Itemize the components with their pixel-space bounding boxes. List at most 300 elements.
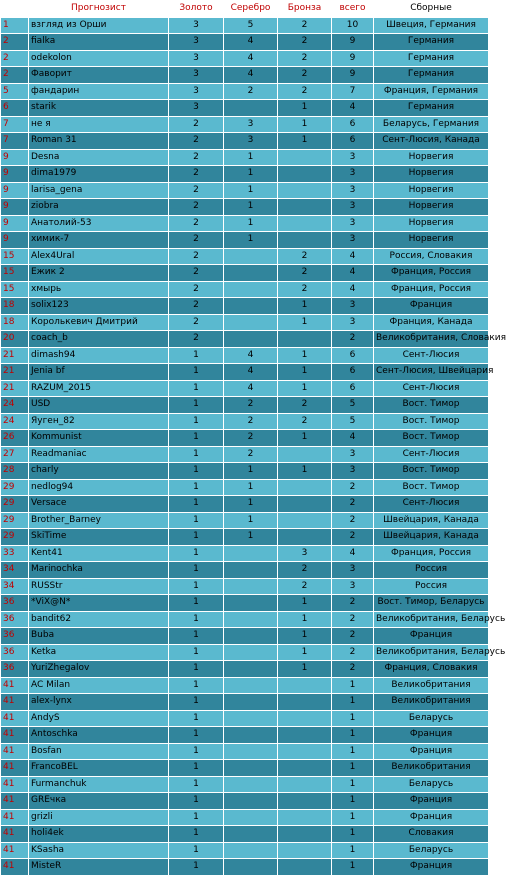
cell-silver: 1 xyxy=(224,463,278,480)
cell-bronze: 2 xyxy=(278,248,332,265)
cell-gold: 1 xyxy=(169,347,224,364)
cell-countries: Франция xyxy=(374,793,489,810)
table-row xyxy=(1,364,489,381)
cell-countries: Великобритания xyxy=(374,677,489,694)
cell-place: 36 xyxy=(1,628,29,645)
cell-countries: Россия xyxy=(374,562,489,579)
cell-total: 4 xyxy=(332,265,374,282)
cell-place: 21 xyxy=(1,364,29,381)
cell-gold: 1 xyxy=(169,793,224,810)
cell-place: 29 xyxy=(1,479,29,496)
cell-place: 34 xyxy=(1,578,29,595)
cell-name: Jenia bf xyxy=(29,364,169,381)
cell-gold: 1 xyxy=(169,628,224,645)
cell-name: dima1979 xyxy=(29,166,169,183)
cell-gold: 2 xyxy=(169,314,224,331)
cell-total: 1 xyxy=(332,677,374,694)
cell-place: 2 xyxy=(1,50,29,67)
cell-total: 6 xyxy=(332,116,374,133)
cell-place: 24 xyxy=(1,413,29,430)
cell-countries: Швеция, Германия xyxy=(374,17,489,34)
cell-countries: Норвегия xyxy=(374,232,489,249)
cell-name: GREчка xyxy=(29,793,169,810)
cell-place: 26 xyxy=(1,430,29,447)
cell-total: 4 xyxy=(332,248,374,265)
cell-bronze: 2 xyxy=(278,34,332,51)
cell-bronze xyxy=(278,496,332,513)
cell-silver xyxy=(224,661,278,678)
cell-name: SkiTime xyxy=(29,529,169,546)
cell-gold: 3 xyxy=(169,83,224,100)
cell-place: 2 xyxy=(1,34,29,51)
cell-place: 21 xyxy=(1,347,29,364)
cell-total: 10 xyxy=(332,17,374,34)
cell-silver: 1 xyxy=(224,232,278,249)
cell-total: 5 xyxy=(332,397,374,414)
cell-name: Furmanchuk xyxy=(29,776,169,793)
cell-gold: 1 xyxy=(169,430,224,447)
cell-silver: 4 xyxy=(224,50,278,67)
cell-gold: 1 xyxy=(169,595,224,612)
cell-name: MisteR xyxy=(29,859,169,876)
cell-bronze: 3 xyxy=(278,545,332,562)
cell-name: YuriZhegalov xyxy=(29,661,169,678)
cell-name: Desna xyxy=(29,149,169,166)
cell-name: Roman 31 xyxy=(29,133,169,150)
cell-total: 7 xyxy=(332,83,374,100)
table-row xyxy=(1,760,489,777)
cell-place: 41 xyxy=(1,760,29,777)
cell-countries: Франция xyxy=(374,743,489,760)
table-row xyxy=(1,842,489,859)
cell-countries: Франция, Россия xyxy=(374,281,489,298)
cell-bronze xyxy=(278,512,332,529)
cell-silver xyxy=(224,760,278,777)
cell-bronze xyxy=(278,149,332,166)
cell-silver: 2 xyxy=(224,413,278,430)
cell-bronze xyxy=(278,446,332,463)
cell-name: Readmaniac xyxy=(29,446,169,463)
cell-place: 41 xyxy=(1,809,29,826)
cell-name: holi4ek xyxy=(29,826,169,843)
header-silver: Серебро xyxy=(224,1,278,18)
cell-total: 2 xyxy=(332,331,374,348)
cell-countries: Великобритания xyxy=(374,760,489,777)
cell-name: charly xyxy=(29,463,169,480)
table-row xyxy=(1,578,489,595)
table-row xyxy=(1,859,489,876)
cell-name: RUSStr xyxy=(29,578,169,595)
table-row xyxy=(1,265,489,282)
table-row xyxy=(1,100,489,117)
cell-bronze: 1 xyxy=(278,100,332,117)
cell-total: 1 xyxy=(332,859,374,876)
cell-bronze: 1 xyxy=(278,347,332,364)
cell-total: 2 xyxy=(332,479,374,496)
cell-name: solix123 xyxy=(29,298,169,315)
cell-total: 6 xyxy=(332,380,374,397)
cell-countries: Франция, Словакия xyxy=(374,661,489,678)
cell-silver xyxy=(224,859,278,876)
cell-place: 36 xyxy=(1,644,29,661)
cell-silver xyxy=(224,595,278,612)
cell-silver xyxy=(224,842,278,859)
table-row xyxy=(1,199,489,216)
table-row xyxy=(1,34,489,51)
cell-name: coach_b xyxy=(29,331,169,348)
table-row xyxy=(1,248,489,265)
cell-bronze xyxy=(278,215,332,232)
cell-countries: Норвегия xyxy=(374,149,489,166)
cell-gold: 1 xyxy=(169,611,224,628)
cell-place: 41 xyxy=(1,727,29,744)
cell-place: 41 xyxy=(1,710,29,727)
cell-bronze xyxy=(278,694,332,711)
cell-place: 15 xyxy=(1,281,29,298)
cell-gold: 1 xyxy=(169,446,224,463)
table-row xyxy=(1,743,489,760)
cell-total: 6 xyxy=(332,133,374,150)
cell-silver xyxy=(224,628,278,645)
cell-silver xyxy=(224,248,278,265)
header-gold: Золото xyxy=(169,1,224,18)
cell-bronze: 1 xyxy=(278,430,332,447)
cell-total: 9 xyxy=(332,67,374,84)
cell-total: 2 xyxy=(332,661,374,678)
cell-total: 1 xyxy=(332,760,374,777)
cell-bronze: 1 xyxy=(278,364,332,381)
cell-total: 2 xyxy=(332,611,374,628)
cell-gold: 1 xyxy=(169,743,224,760)
cell-countries: Сент-Люсия xyxy=(374,446,489,463)
cell-bronze: 2 xyxy=(278,281,332,298)
cell-bronze: 1 xyxy=(278,133,332,150)
cell-name: bandit62 xyxy=(29,611,169,628)
cell-countries: Франция, Россия xyxy=(374,545,489,562)
cell-place: 41 xyxy=(1,793,29,810)
cell-countries: Вост. Тимор xyxy=(374,463,489,480)
cell-total: 3 xyxy=(332,182,374,199)
cell-silver: 1 xyxy=(224,512,278,529)
table-row xyxy=(1,182,489,199)
cell-place: 18 xyxy=(1,314,29,331)
table-row xyxy=(1,694,489,711)
cell-total: 3 xyxy=(332,463,374,480)
cell-countries: Великобритания, Словакия xyxy=(374,331,489,348)
cell-bronze xyxy=(278,793,332,810)
cell-gold: 3 xyxy=(169,17,224,34)
cell-countries: Россия xyxy=(374,578,489,595)
cell-countries: Вост. Тимор xyxy=(374,413,489,430)
cell-bronze xyxy=(278,529,332,546)
cell-countries: Сент-Люсия xyxy=(374,347,489,364)
cell-place: 41 xyxy=(1,776,29,793)
table-row xyxy=(1,331,489,348)
cell-countries: Великобритания, Беларусь xyxy=(374,644,489,661)
cell-silver xyxy=(224,776,278,793)
cell-countries: Норвегия xyxy=(374,182,489,199)
cell-bronze: 1 xyxy=(278,595,332,612)
cell-gold: 1 xyxy=(169,859,224,876)
cell-place: 41 xyxy=(1,826,29,843)
cell-gold: 2 xyxy=(169,199,224,216)
cell-name: grizli xyxy=(29,809,169,826)
cell-silver xyxy=(224,331,278,348)
cell-place: 36 xyxy=(1,611,29,628)
cell-name: *ViX@N* xyxy=(29,595,169,612)
table-row xyxy=(1,611,489,628)
cell-silver: 1 xyxy=(224,215,278,232)
cell-bronze xyxy=(278,826,332,843)
cell-bronze xyxy=(278,743,332,760)
cell-place: 41 xyxy=(1,842,29,859)
cell-name: FrancoBEL xyxy=(29,760,169,777)
cell-name: nedlog94 xyxy=(29,479,169,496)
cell-place: 1 xyxy=(1,17,29,34)
cell-name: Анатолий-53 xyxy=(29,215,169,232)
cell-gold: 1 xyxy=(169,842,224,859)
cell-total: 2 xyxy=(332,628,374,645)
cell-bronze: 2 xyxy=(278,265,332,282)
cell-silver xyxy=(224,578,278,595)
cell-name: larisa_gena xyxy=(29,182,169,199)
cell-place: 24 xyxy=(1,397,29,414)
cell-silver xyxy=(224,710,278,727)
cell-place: 41 xyxy=(1,677,29,694)
cell-silver xyxy=(224,281,278,298)
cell-gold: 2 xyxy=(169,116,224,133)
cell-silver: 1 xyxy=(224,529,278,546)
cell-gold: 3 xyxy=(169,67,224,84)
cell-countries: Вост. Тимор xyxy=(374,430,489,447)
cell-silver xyxy=(224,644,278,661)
cell-gold: 1 xyxy=(169,545,224,562)
table-row xyxy=(1,314,489,331)
cell-place: 21 xyxy=(1,380,29,397)
cell-gold: 1 xyxy=(169,496,224,513)
cell-place: 18 xyxy=(1,298,29,315)
cell-total: 1 xyxy=(332,694,374,711)
cell-name: фандарин xyxy=(29,83,169,100)
cell-gold: 1 xyxy=(169,661,224,678)
cell-bronze: 1 xyxy=(278,611,332,628)
cell-gold: 1 xyxy=(169,380,224,397)
table-row xyxy=(1,512,489,529)
cell-gold: 2 xyxy=(169,298,224,315)
cell-bronze xyxy=(278,199,332,216)
cell-total: 1 xyxy=(332,710,374,727)
cell-countries: Франция xyxy=(374,727,489,744)
cell-name: Яуген_82 xyxy=(29,413,169,430)
cell-name: ziobra xyxy=(29,199,169,216)
table-row xyxy=(1,380,489,397)
cell-silver: 5 xyxy=(224,17,278,34)
cell-place: 9 xyxy=(1,149,29,166)
cell-name: dimash94 xyxy=(29,347,169,364)
cell-place: 15 xyxy=(1,265,29,282)
cell-gold: 2 xyxy=(169,182,224,199)
cell-place: 29 xyxy=(1,512,29,529)
table-row xyxy=(1,710,489,727)
table-row xyxy=(1,215,489,232)
cell-place: 41 xyxy=(1,859,29,876)
cell-total: 3 xyxy=(332,166,374,183)
cell-name: AndyS xyxy=(29,710,169,727)
cell-name: fialka xyxy=(29,34,169,51)
cell-silver: 3 xyxy=(224,133,278,150)
cell-bronze xyxy=(278,760,332,777)
cell-place: 5 xyxy=(1,83,29,100)
cell-total: 3 xyxy=(332,149,374,166)
table-row xyxy=(1,166,489,183)
cell-bronze: 2 xyxy=(278,50,332,67)
cell-silver: 1 xyxy=(224,149,278,166)
table-row xyxy=(1,298,489,315)
cell-silver: 4 xyxy=(224,364,278,381)
cell-place: 6 xyxy=(1,100,29,117)
cell-place: 27 xyxy=(1,446,29,463)
table-row xyxy=(1,232,489,249)
cell-bronze: 1 xyxy=(278,298,332,315)
cell-gold: 2 xyxy=(169,166,224,183)
cell-total: 6 xyxy=(332,364,374,381)
cell-gold: 1 xyxy=(169,463,224,480)
cell-silver: 2 xyxy=(224,446,278,463)
header-countries: Сборные xyxy=(374,1,489,18)
cell-silver: 3 xyxy=(224,116,278,133)
cell-silver: 1 xyxy=(224,182,278,199)
cell-countries: Франция xyxy=(374,809,489,826)
cell-bronze: 1 xyxy=(278,463,332,480)
cell-gold: 2 xyxy=(169,281,224,298)
cell-gold: 1 xyxy=(169,364,224,381)
cell-silver xyxy=(224,809,278,826)
cell-countries: Франция xyxy=(374,859,489,876)
cell-gold: 2 xyxy=(169,265,224,282)
cell-total: 2 xyxy=(332,595,374,612)
cell-total: 9 xyxy=(332,34,374,51)
cell-gold: 1 xyxy=(169,397,224,414)
cell-name: Versace xyxy=(29,496,169,513)
header-row xyxy=(1,1,489,18)
cell-total: 4 xyxy=(332,430,374,447)
cell-bronze: 2 xyxy=(278,578,332,595)
cell-total: 6 xyxy=(332,347,374,364)
cell-gold: 1 xyxy=(169,578,224,595)
cell-silver xyxy=(224,743,278,760)
cell-gold: 2 xyxy=(169,215,224,232)
cell-place: 33 xyxy=(1,545,29,562)
cell-total: 1 xyxy=(332,842,374,859)
cell-total: 2 xyxy=(332,512,374,529)
cell-gold: 1 xyxy=(169,776,224,793)
table-row xyxy=(1,479,489,496)
cell-bronze xyxy=(278,710,332,727)
cell-bronze: 2 xyxy=(278,83,332,100)
cell-name: Buba xyxy=(29,628,169,645)
cell-silver xyxy=(224,100,278,117)
cell-gold: 1 xyxy=(169,694,224,711)
cell-place: 41 xyxy=(1,743,29,760)
cell-countries: Франция xyxy=(374,628,489,645)
cell-gold: 1 xyxy=(169,529,224,546)
cell-silver xyxy=(224,562,278,579)
table-row xyxy=(1,776,489,793)
cell-countries: Германия xyxy=(374,34,489,51)
cell-countries: Словакия xyxy=(374,826,489,843)
table-row xyxy=(1,430,489,447)
cell-countries: Сент-Люсия xyxy=(374,380,489,397)
cell-name: Kent41 xyxy=(29,545,169,562)
cell-bronze: 1 xyxy=(278,314,332,331)
cell-name: Alex4Ural xyxy=(29,248,169,265)
table-row xyxy=(1,529,489,546)
cell-name: химик-7 xyxy=(29,232,169,249)
cell-total: 3 xyxy=(332,562,374,579)
cell-gold: 2 xyxy=(169,248,224,265)
table-row xyxy=(1,83,489,100)
cell-silver xyxy=(224,793,278,810)
cell-countries: Сент-Люсия xyxy=(374,496,489,513)
cell-gold: 1 xyxy=(169,479,224,496)
cell-name: USD xyxy=(29,397,169,414)
cell-total: 1 xyxy=(332,743,374,760)
cell-gold: 3 xyxy=(169,50,224,67)
cell-gold: 3 xyxy=(169,34,224,51)
cell-silver: 2 xyxy=(224,397,278,414)
cell-countries: Норвегия xyxy=(374,215,489,232)
cell-place: 20 xyxy=(1,331,29,348)
cell-countries: Норвегия xyxy=(374,199,489,216)
cell-total: 1 xyxy=(332,727,374,744)
cell-place: 9 xyxy=(1,166,29,183)
table-row xyxy=(1,826,489,843)
cell-gold: 2 xyxy=(169,232,224,249)
cell-name: alex-lynx xyxy=(29,694,169,711)
cell-countries: Германия xyxy=(374,50,489,67)
table-row xyxy=(1,562,489,579)
cell-bronze xyxy=(278,232,332,249)
cell-total: 3 xyxy=(332,578,374,595)
cell-bronze xyxy=(278,677,332,694)
cell-name: Ежик 2 xyxy=(29,265,169,282)
cell-bronze xyxy=(278,166,332,183)
cell-bronze xyxy=(278,842,332,859)
header-total: всего xyxy=(332,1,374,18)
table-row xyxy=(1,545,489,562)
cell-gold: 1 xyxy=(169,644,224,661)
cell-gold: 2 xyxy=(169,149,224,166)
table-row xyxy=(1,446,489,463)
cell-place: 9 xyxy=(1,215,29,232)
cell-silver xyxy=(224,265,278,282)
table-row xyxy=(1,809,489,826)
cell-countries: Беларусь xyxy=(374,776,489,793)
cell-countries: Швейцария, Канада xyxy=(374,529,489,546)
cell-place: 36 xyxy=(1,595,29,612)
cell-gold: 1 xyxy=(169,512,224,529)
cell-place: 9 xyxy=(1,232,29,249)
header-place xyxy=(1,1,29,18)
cell-silver: 1 xyxy=(224,496,278,513)
cell-bronze: 2 xyxy=(278,17,332,34)
cell-name: Brother_Barney xyxy=(29,512,169,529)
cell-total: 1 xyxy=(332,809,374,826)
table-row xyxy=(1,149,489,166)
cell-name: Ketka xyxy=(29,644,169,661)
cell-silver: 4 xyxy=(224,67,278,84)
cell-gold: 2 xyxy=(169,133,224,150)
